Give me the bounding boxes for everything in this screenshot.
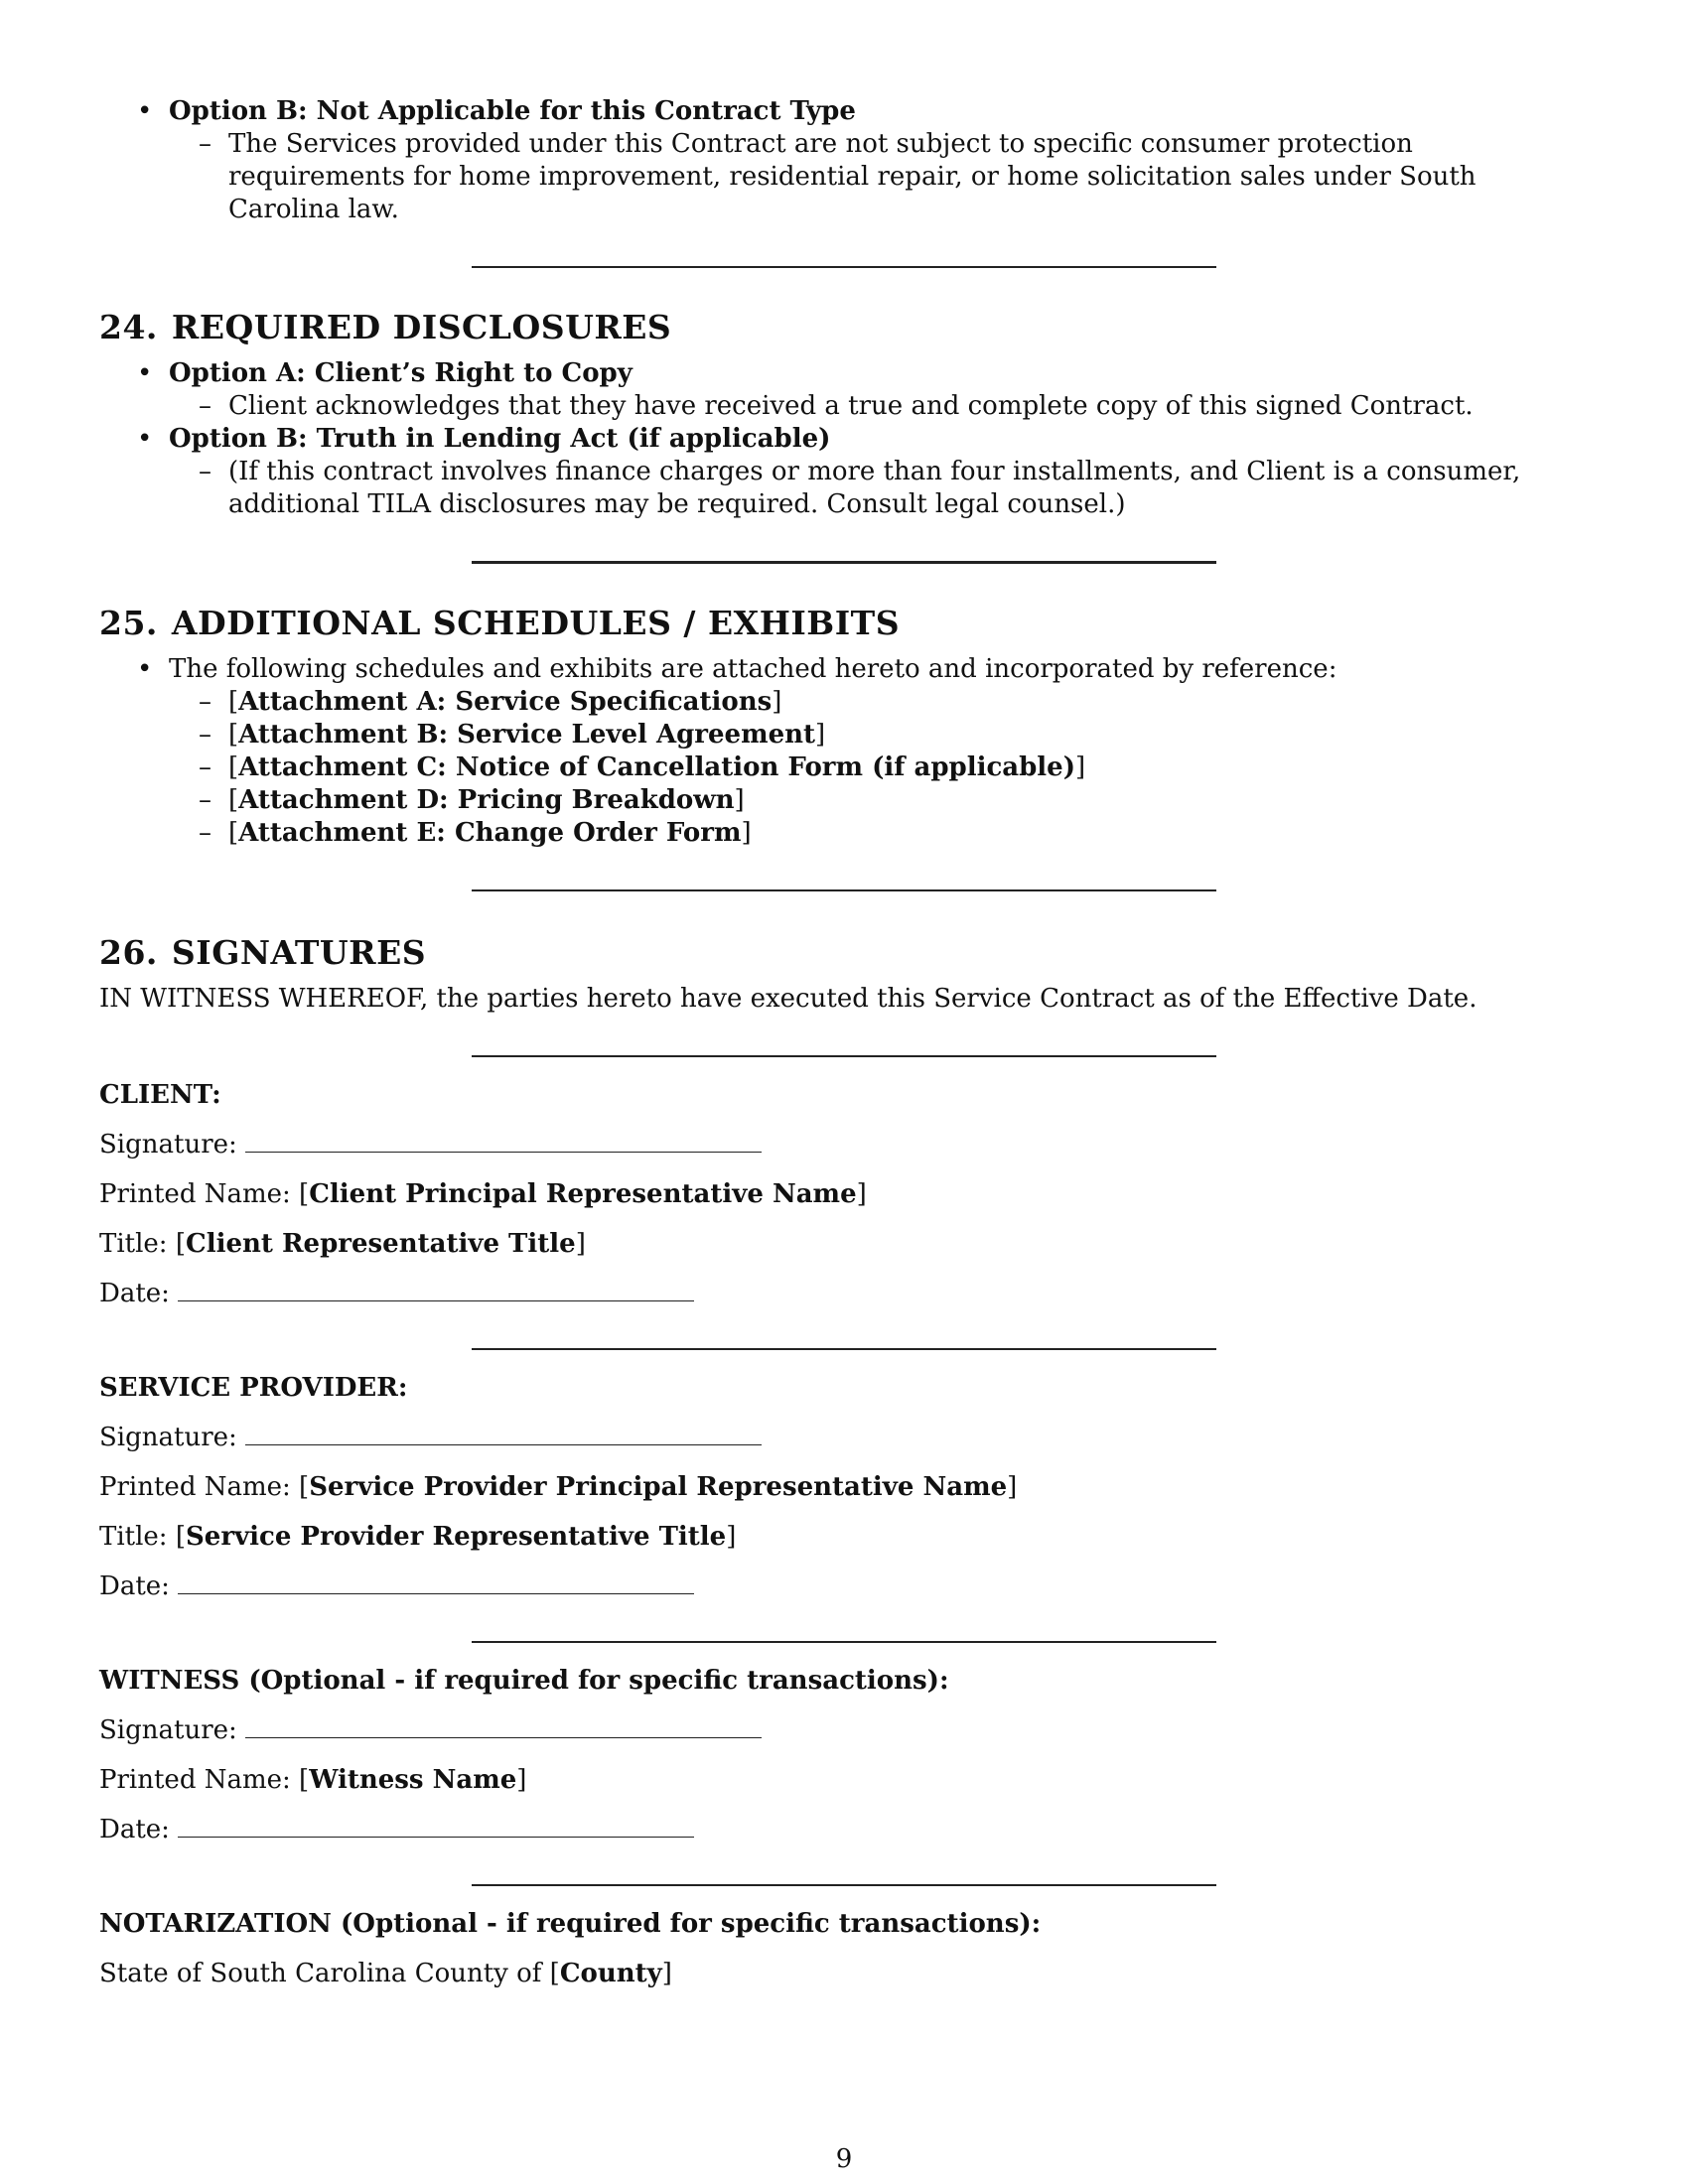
provider-signature-line[interactable] [245, 1423, 762, 1445]
witness-date-row: Date: [99, 1814, 1589, 1846]
provider-title-row: Title: [Service Provider Representative Title] [99, 1522, 737, 1552]
sec25-list [99, 653, 1589, 850]
attachment-item: – [Attachment C: Notice of Cancellation Form (if applicable)] [169, 751, 1589, 784]
section-divider [472, 1348, 1216, 1350]
attachment-item: – [Attachment B: Service Level Agreement] [169, 719, 1589, 751]
sec23-option-b-title: Option B: Not Applicable for this Contract Type [169, 96, 856, 126]
page-number: 9 [835, 2144, 853, 2174]
client-date-row: Date: [99, 1278, 1589, 1310]
section-divider [472, 889, 1216, 891]
provider-title: Service Provider Representative Title [186, 1522, 727, 1552]
sec25-intro-item [99, 653, 1589, 850]
notarization-heading: NOTARIZATION (Optional - if required for specific transactions): [99, 1909, 1042, 1939]
provider-heading: SERVICE PROVIDER: [99, 1373, 408, 1403]
client-signature-row: Signature: [99, 1129, 1589, 1161]
sec24-option-a-text: – Client acknowledges that they have received a true and complete copy of this signed Contract. [169, 390, 1589, 423]
sec23-option-b-text: – The Services provided under this Contract are not subject to specific consumer protection requirements for home improvement, residential repair, or home solicitation sales under South Carolina law. [169, 128, 1589, 226]
client-printed-name: Client Principal Representative Name [309, 1179, 857, 1209]
attachment-item: – [Attachment A: Service Specifications] [169, 686, 1589, 719]
section-24-heading: 24. REQUIRED DISCLOSURES [99, 308, 672, 346]
sec24-options [99, 357, 1589, 521]
document-page [99, 95, 1589, 1990]
section-divider [472, 1884, 1216, 1886]
section-divider [472, 1641, 1216, 1643]
client-signature-line[interactable] [245, 1130, 762, 1153]
sec24-option-b-title: Option B: Truth in Lending Act (if applicable) [169, 424, 831, 454]
sec24-option-b-text: – (If this contract involves finance charges or more than four installments, and Client is a consumer, additional TILA disclosures may be required. Consult legal counsel.) [169, 456, 1589, 521]
witness-heading: WITNESS (Optional - if required for specific transactions): [99, 1666, 949, 1696]
sec24-option-a-title: Option A: Client’s Right to Copy [169, 358, 633, 388]
section-26-heading: 26. SIGNATURES [99, 933, 427, 972]
provider-signature-row: Signature: [99, 1422, 1589, 1454]
provider-printed-name: Service Provider Principal Representative Name [309, 1472, 1008, 1502]
client-printed-name-row: Printed Name: [Client Principal Representative Name] [99, 1179, 867, 1209]
notarization-county: County [559, 1959, 662, 1988]
witness-clause: IN WITNESS WHEREOF, the parties hereto have executed this Service Contract as of the Effective Date. [99, 984, 1477, 1014]
sec24-option-b [99, 423, 1589, 521]
witness-signature-line[interactable] [245, 1715, 762, 1738]
notarization-state-row: State of South Carolina County of [County] [99, 1959, 672, 1988]
attachment-item: – [Attachment E: Change Order Form] [169, 817, 1589, 850]
witness-printed-name: Witness Name [309, 1765, 517, 1795]
section-25-heading: 25. ADDITIONAL SCHEDULES / EXHIBITS [99, 604, 901, 642]
client-date-line[interactable] [178, 1279, 694, 1301]
provider-date-row: Date: [99, 1570, 1589, 1603]
provider-printed-name-row: Printed Name: [Service Provider Principal Representative Name] [99, 1472, 1018, 1502]
client-title-row: Title: [Client Representative Title] [99, 1229, 586, 1259]
sec23-options [99, 95, 1589, 226]
section-divider [472, 266, 1216, 268]
witness-printed-name-row: Printed Name: [Witness Name] [99, 1765, 527, 1795]
sec23-option-b [99, 95, 1589, 226]
section-divider [472, 561, 1216, 564]
witness-date-line[interactable] [178, 1815, 694, 1838]
attachment-item: – [Attachment D: Pricing Breakdown] [169, 784, 1589, 817]
client-heading: CLIENT: [99, 1080, 221, 1110]
provider-date-line[interactable] [178, 1571, 694, 1594]
attachment-list [169, 686, 1589, 850]
witness-signature-row: Signature: [99, 1714, 1589, 1747]
sec24-option-a [99, 357, 1589, 423]
client-title: Client Representative Title [186, 1229, 576, 1259]
section-divider [472, 1055, 1216, 1057]
sec25-intro: The following schedules and exhibits are attached hereto and incorporated by reference: [169, 654, 1337, 684]
